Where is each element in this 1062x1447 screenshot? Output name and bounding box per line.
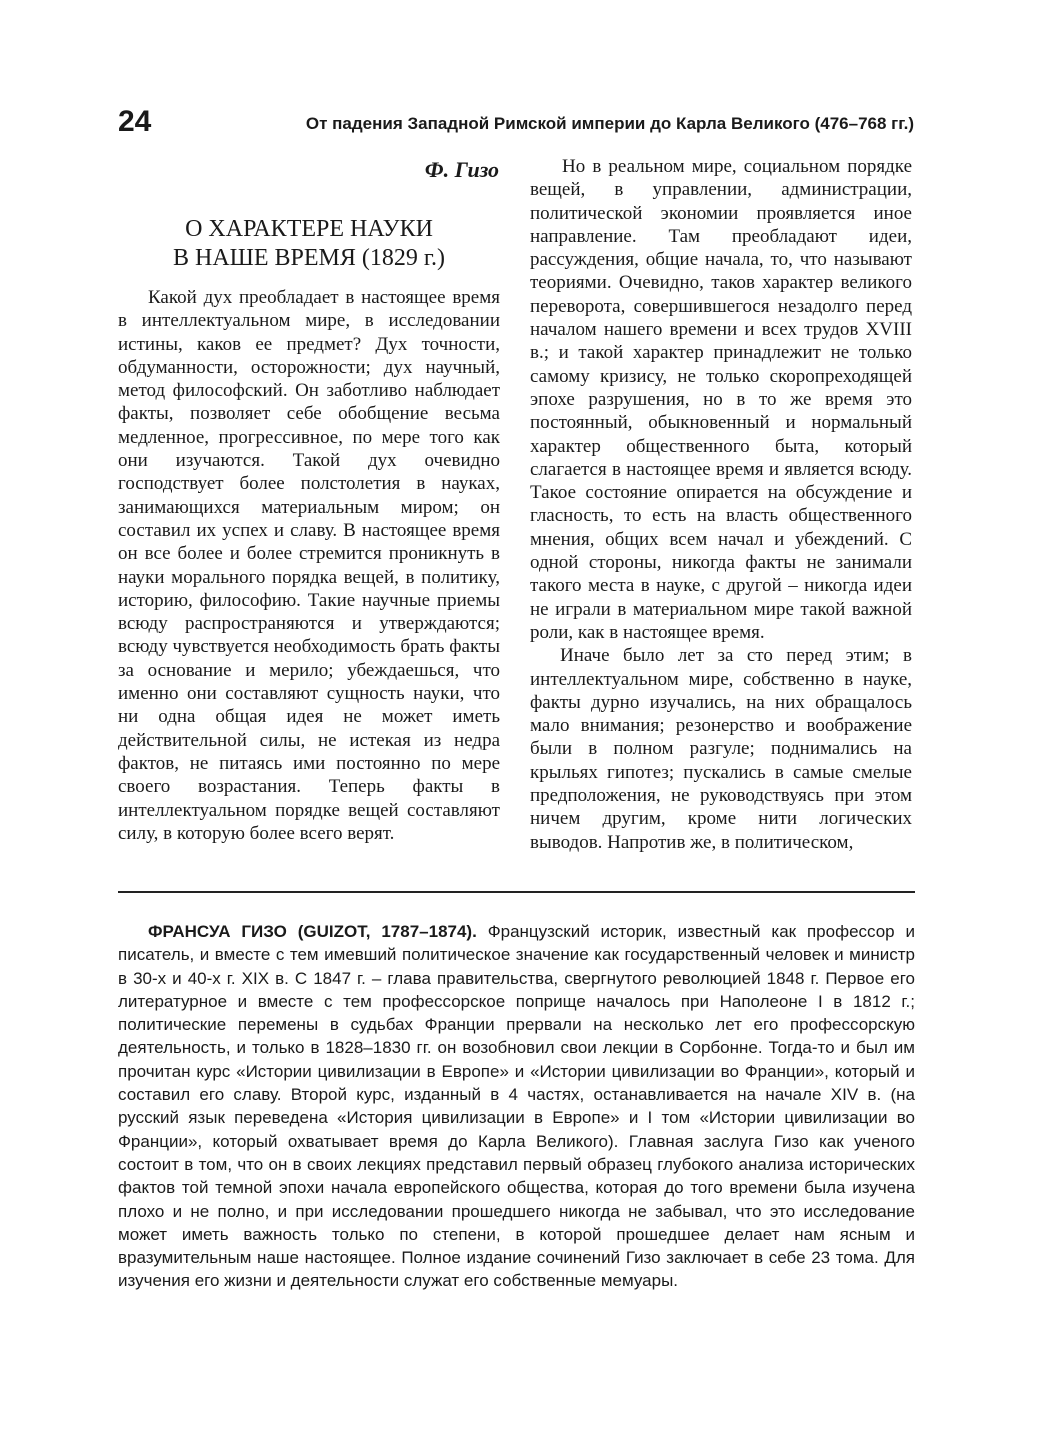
right-column: [530, 155, 912, 854]
article-author: Ф. Гизо: [424, 157, 499, 182]
biography-name: ФРАНСУА ГИЗО (GUIZOT, 1787–1874).: [148, 922, 477, 941]
article-title: [118, 215, 500, 273]
running-title: От падения Западной Римской империи до Карла Великого (476–768 гг.): [305, 114, 914, 133]
body-paragraph-3: Иначе было лет за сто перед этим; в интеллектуальном мире, собственно в науке, факты дурно изучались, на них обращалось мало внимания; резонерство и воображение были в полном разгуле; поднимались на крыльях гипотез; пускались в самые смелые предположения, не руководствуясь при этом ничем другим, кроме нити логических выводов. Напротив же, в политическом,: [530, 645, 912, 853]
page-number: 24: [118, 105, 152, 138]
body-paragraph-2: Но в реальном мире, социальном порядке вещей, в управлении, администрации, политической экономии проявляется иное направление. Там преобладают идеи, рассуждения, общие начала, то, что называют теориями. Очевидно, таков характер великого переворота, совершившегося незадолго перед началом нашего времени и всех трудов XVIII в.; и такой характер принадлежит не только самому кризису, не только скоропреходящей эпохе разрушения, но в то же время это постоянный, обыкновенный и нормальный характер общественного быта, который слагается в настоящее время и является всюду. Такое состояние опирается на обсуждение и гласность, то есть на власть общественного мнения, общих всем начал и убеждений. С одной стороны, никогда факты не занимали такого места в науке, с другой – никогда идеи не играли в материальном мире такой важной роли, как в настоящее время.: [530, 156, 912, 643]
biography-text: Французский историк, известный как профессор и писатель, и вместе с тем имевший политическое значение как государственный человек и министр в 30-х и 40-х г. XIX в. С 1847 г. – глава правительства, свергнутого революцией 1848 г. Первое его литературное и вместе с тем профессорское поприще началось при Наполеоне I в 1812 г.; политические перемены в судьбах Франции прервали на несколько лет его профессорскую деятельность, и только в 1828–1830 гг. он возобновил свои лекции в Сорбонне. Тогда-то и был им прочитан курс «Истории цивилизации в Европе» и «Истории цивилизации во Франции», который и составил его славу. Второй курс, изданный в 4 частях, останавливается на начале XIV в. (на русский язык переведена «История цивилизации в Европе» и I том «Истории цивилизации во Франции», который охватывает время до Карла Великого). Главная заслуга Гизо как ученого состоит в том, что он в своих лекциях представил первый образец глубокого анализа исторических фактов той темной эпохи начала европейского общества, которая до того времени была изучена плохо и не полно, и при исследовании прошедшего никогда не забывал, что это исследование может иметь важность только по степени, в которой прошедшее делает нам ясным и вразумительным наше настоящее. Полное издание сочинений Гизо заключает в себе 23 тома. Для изучения его жизни и деятельности служат его собственные мемуары.: [118, 922, 915, 1291]
footnote-divider: [118, 891, 915, 893]
body-paragraph-1: Какой дух преобладает в настоящее время в интеллектуальном мире, в исследовании истины, каков ее предмет? Дух точности, обдуманности, осторожности; дух научный, метод философский. Он заботливо наблюдает факты, позволяет себе обобщение весьма медленное, прогрессивное, по мере того как они изучаются. Такой дух очевидно господствует более полстолетия в науках, занимающихся материальным миром; он составил их успех и славу. В настоящее время он все более и более стремится проникнуть в науки морального порядка вещей, в политику, историю, философию. Такие научные приемы всюду распространяются и утверждаются; всюду чувствуется необходимость брать факты за основание и мерило; убеждаешься, что именно они составляют сущность науки, что ни одна общая идея не может иметь действительной силы, не истекая из недра фактов, не питаясь ими постоянно по мере своего возрастания. Теперь факты в интеллектуальном порядке вещей составляют силу, в которую более всего верят.: [118, 287, 500, 844]
article-title-line-1: О ХАРАКТЕРЕ НАУКИ: [185, 216, 433, 242]
left-column: [118, 155, 500, 845]
author-biography: [118, 920, 915, 1293]
article-title-line-2: В НАШЕ ВРЕМЯ (1829 г.): [172, 245, 446, 271]
